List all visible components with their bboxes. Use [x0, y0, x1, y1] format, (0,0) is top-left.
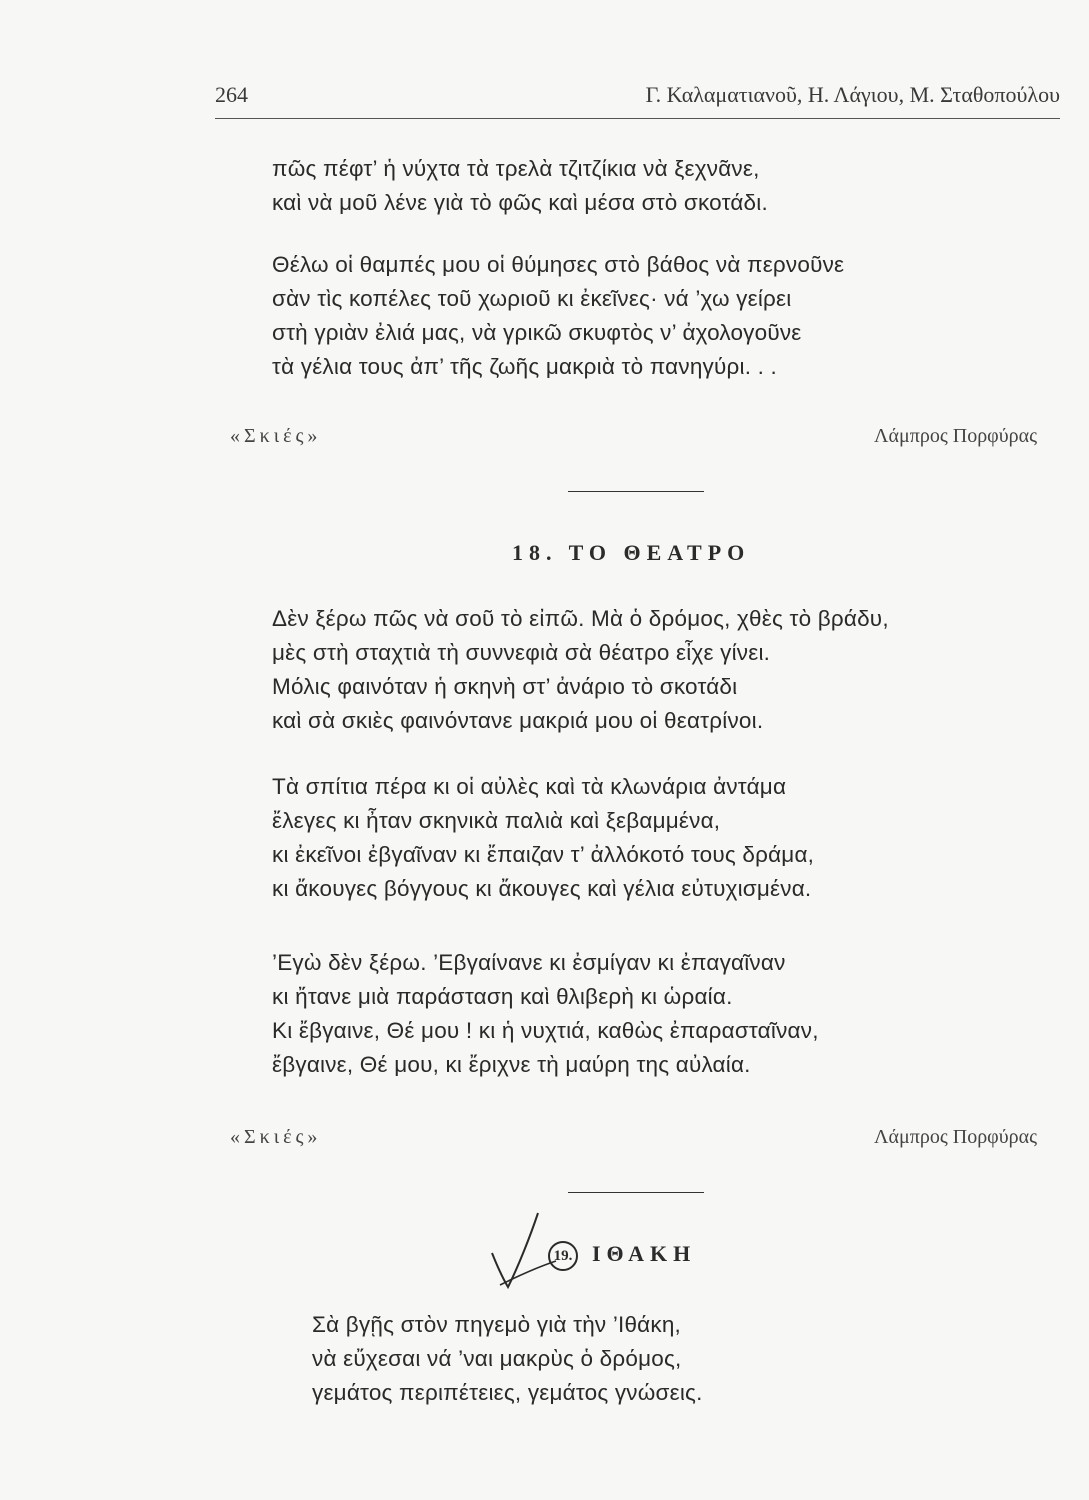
poem-source: «Σκιές»: [230, 425, 322, 447]
poem-author: Λάμπρος Πορφύρας: [874, 425, 1037, 447]
poem-19-stanza-1: [312, 1308, 703, 1410]
poem-title: ΙΘΑΚΗ: [592, 1241, 697, 1266]
verse-line: τὰ γέλια τους ἀπ’ τῆς ζωῆς μακριὰ τὸ πανηγύρι. . .: [272, 354, 777, 379]
verse-line: καὶ νὰ μοῦ λένε γιὰ τὸ φῶς καὶ μέσα στὸ σκοτάδι.: [272, 190, 768, 215]
poem-continuation-stanza-2: [272, 248, 844, 384]
poem-number: 19.: [548, 1241, 578, 1271]
verse-line: κι ἤτανε μιὰ παράσταση καὶ θλιβερὴ κι ὡραία.: [272, 984, 733, 1009]
verse-line: Κι ἔβγαινε, Θέ μου ! κι ἡ νυχτιά, καθὼς ἐπαρασταῖναν,: [272, 1018, 819, 1043]
verse-line: Μόλις φαινόταν ἡ σκηνὴ στ’ ἀνάριο τὸ σκοτάδι: [272, 674, 738, 699]
verse-line: πῶς πέφτ’ ἡ νύχτα τὰ τρελὰ τζιτζίκια νὰ ξεχνᾶνε,: [272, 156, 760, 181]
poem-title: 18. ΤΟ ΘΕΑΤΡΟ: [512, 540, 751, 565]
verse-line: σὰν τὶς κοπέλες τοῦ χωριοῦ κι ἐκεῖνες· νά ’χω γείρει: [272, 286, 792, 311]
poem-number-circled: [548, 1240, 578, 1271]
verse-line: ἔλεγες κι ἦταν σκηνικὰ παλιὰ καὶ ξεβαμμένα,: [272, 808, 721, 833]
verse-line: Σὰ βγῇς στὸν πηγεμὸ γιὰ τὴν ’Ιθάκη,: [312, 1312, 681, 1337]
verse-line: καὶ σὰ σκιὲς φαινόντανε μακριά μου οἱ θεατρίνοι.: [272, 708, 764, 733]
poem-continuation-stanza-1: [272, 152, 768, 220]
verse-line: κι ἐκεῖνοι ἐβγαῖναν κι ἔπαιζαν τ’ ἀλλόκοτό τους δράμα,: [272, 842, 815, 867]
section-separator: [568, 491, 704, 492]
verse-line: κι ἄκουγες βόγγους κι ἄκουγες καὶ γέλια εὐτυχισμένα.: [272, 876, 812, 901]
poem-18-stanza-3: [272, 946, 819, 1082]
running-head-authors: Γ. Καλαματιανοῦ, Η. Λάγιου, Μ. Σταθοπούλου: [645, 82, 1060, 107]
verse-line: στὴ γριὰν ἐλιά μας, νὰ γρικῶ σκυφτὸς ν’ ἀχολογοῦνε: [272, 320, 802, 345]
verse-line: ’Εγὼ δὲν ξέρω. ’Εβγαίνανε κι ἐσμίγαν κι ἐπαγαῖναν: [272, 950, 786, 975]
verse-line: Δὲν ξέρω πῶς νὰ σοῦ τὸ εἰπῶ. Μὰ ὁ δρόμος, χθὲς τὸ βράδυ,: [272, 606, 889, 631]
verse-line: Θέλω οἱ θαμπές μου οἱ θύμησες στὸ βάθος νὰ περνοῦνε: [272, 252, 845, 277]
page-number: 264: [215, 82, 248, 107]
page-header: [215, 82, 1060, 116]
verse-line: ἔβγαινε, Θέ μου, κι ἔριχνε τὴ μαύρη της αὐλαία.: [272, 1052, 751, 1077]
poem-18-stanza-1: [272, 602, 889, 738]
verse-line: νὰ εὔχεσαι νά ’ναι μακρὺς ὁ δρόμος,: [312, 1346, 682, 1371]
poem-source: «Σκιές»: [230, 1126, 322, 1148]
section-separator: [568, 1192, 704, 1193]
verse-line: γεμάτος περιπέτειες, γεμάτος γνώσεις.: [312, 1380, 703, 1405]
header-rule: [215, 118, 1060, 119]
verse-line: μὲς στὴ σταχτιὰ τὴ συννεφιὰ σὰ θέατρο εἶχε γίνει.: [272, 640, 771, 665]
poem-18-stanza-2: [272, 770, 814, 906]
poem-author: Λάμπρος Πορφύρας: [874, 1126, 1037, 1148]
verse-line: Τὰ σπίτια πέρα κι οἱ αὐλὲς καὶ τὰ κλωνάρια ἀντάμα: [272, 774, 787, 799]
